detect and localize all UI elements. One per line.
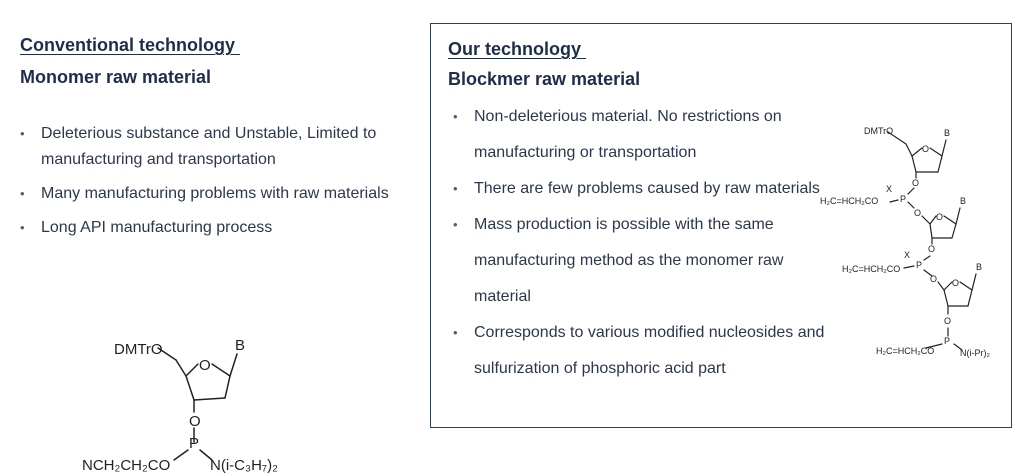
conventional-technology-title: Conventional technology xyxy=(20,35,241,55)
our-technology-title: Our technology xyxy=(448,39,587,59)
list-item xyxy=(453,315,833,387)
bullet-text: There are few problems caused by raw materials xyxy=(474,180,820,197)
oxygen-label: O xyxy=(944,316,952,326)
oxygen-label: O xyxy=(928,244,936,254)
oxygen-label: O xyxy=(914,208,922,218)
list-item xyxy=(453,99,833,171)
phosphorus-label: P xyxy=(944,336,951,346)
oxygen-label: O xyxy=(189,413,201,430)
x-label: X xyxy=(886,184,893,194)
bullet-icon: • xyxy=(453,109,458,124)
bullet-icon: • xyxy=(453,217,458,232)
conventional-bullets xyxy=(20,121,430,249)
bullet-text: Deleterious substance and Unstable, Limited to manufacturing and transportation xyxy=(41,125,377,168)
bullet-text: Mass production is possible with the same manufacturing method as the monomer raw material xyxy=(474,216,784,305)
list-item xyxy=(453,171,833,207)
ring-oxygen-label: O xyxy=(199,357,211,374)
allyl-label: H₂C=HCH₂CO xyxy=(842,264,901,274)
list-item xyxy=(20,215,430,241)
blockmer-structure xyxy=(818,118,1013,368)
bullet-icon: • xyxy=(20,126,25,141)
list-item xyxy=(20,181,430,207)
our-technology-bullets xyxy=(453,99,833,387)
bullet-text: Many manufacturing problems with raw materials xyxy=(41,185,389,202)
phosphorus-label: P xyxy=(900,194,907,204)
dmtro-label: DMTrO xyxy=(864,126,894,136)
base-label: B xyxy=(960,196,967,206)
list-item xyxy=(453,207,833,315)
dmtro-label: DMTrO xyxy=(114,341,163,358)
bullet-icon: • xyxy=(20,186,25,201)
oxygen-label: O xyxy=(930,274,938,284)
bullet-icon: • xyxy=(453,325,458,340)
bullet-icon: • xyxy=(20,220,25,235)
amine-label: N(i-Pr)₂ xyxy=(960,348,990,358)
monomer-subtitle: Monomer raw material xyxy=(20,67,212,87)
base-label: B xyxy=(976,262,983,272)
bullet-text: Long API manufacturing process xyxy=(41,219,273,236)
monomer-structure xyxy=(70,320,330,476)
oxygen-label: O xyxy=(912,178,920,188)
blockmer-subtitle: Blockmer raw material xyxy=(448,69,641,89)
base-label: B xyxy=(944,128,951,138)
phosphorus-label: P xyxy=(189,435,200,452)
bullet-text: Non-deleterious material. No restrictions on manufacturing or transportation xyxy=(474,108,782,161)
allyl-label: H₂C=HCH₂CO xyxy=(876,346,935,356)
ring-oxygen-label: O xyxy=(952,278,960,288)
allyl-label: H₂C=HCH₂CO xyxy=(820,196,879,206)
cyanoethyl-label: NCH₂CH₂CO xyxy=(82,457,171,474)
x-label: X xyxy=(904,250,911,260)
phosphorus-label: P xyxy=(916,260,923,270)
bullet-icon: • xyxy=(453,181,458,196)
list-item xyxy=(20,121,430,173)
ring-oxygen-label: O xyxy=(936,212,944,222)
bullet-text: Corresponds to various modified nucleosides and sulfurization of phosphoric acid part xyxy=(474,324,825,377)
ring-oxygen-label: O xyxy=(922,144,930,154)
base-label: B xyxy=(235,337,246,354)
amine-label: N(i-C₃H₇)₂ xyxy=(210,457,278,474)
